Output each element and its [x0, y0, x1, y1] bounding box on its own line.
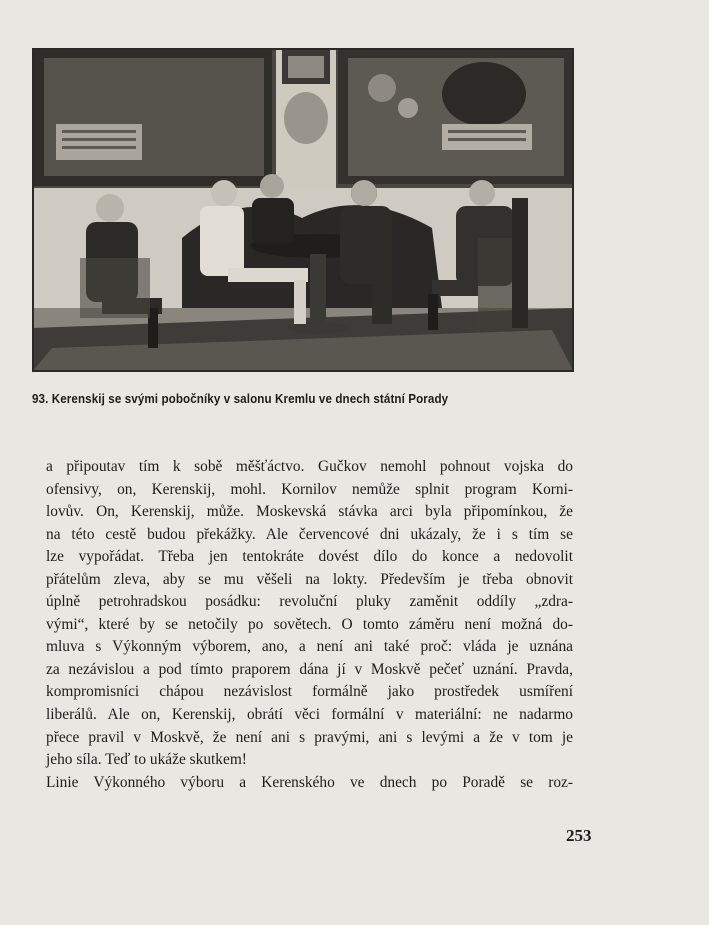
text-line: jeho síla. Teď to ukáže skutkem!: [46, 751, 247, 769]
text-line: liberálů. Ale on, Kerenskij, obrátí věci formální v materiální: ne nadarmo: [46, 706, 573, 724]
text-line: kompromisníci chápou nezávislost formálně jako prostředek usmíření: [46, 683, 573, 701]
text-line: ofensivy, on, Kerenskij, mohl. Kornilov nemůže splnit program Korni-: [46, 480, 573, 498]
historical-photograph: [32, 48, 574, 372]
body-text: [46, 456, 573, 794]
text-line: lovův. On, Kerenskij, může. Moskevská stávka arci byla připomínkou, že: [46, 503, 573, 521]
text-line: lze vypořádat. Třeba jen tentokráte dovést dílo do konce a nedovolit: [46, 548, 573, 566]
text-line: vými“, které by se netočily po sovětech. O tomto záměru není možná do-: [46, 615, 573, 633]
text-line-paragraph-start: Linie Výkonného výboru a Kerenského ve dnech po Poradě se roz-: [46, 773, 573, 791]
text-line: úplně petrohradskou posádku: revoluční pluky zaměnit oddíly „zdra-: [46, 593, 573, 611]
text-line: mluva s Výkonným výborem, ano, a není ani také proč: vláda je uznána: [46, 638, 573, 656]
figure-caption: 93. Kerenskij se svými pobočníky v salonu Kremlu ve dnech státní Porady: [32, 392, 449, 406]
text-line: přece pravil v Moskvě, že není ani s pravými, ani s levými a že v tom je: [46, 728, 573, 746]
text-line: na této cestě budou překážky. Ale červencové dni ukázaly, že i s tím se: [46, 525, 573, 543]
text-line: za nezávislou a pod tímto praporem dána jí v Moskvě pečeť uznání. Pravda,: [46, 660, 573, 678]
text-line: přátelům zleva, aby se mu věšeli na lokty. Především je třeba obnovit: [46, 570, 573, 588]
page-number: 253: [566, 826, 592, 845]
text-line: a připoutav tím k sobě měšťáctvo. Gučkov nemohl pohnout vojska do: [46, 458, 573, 475]
